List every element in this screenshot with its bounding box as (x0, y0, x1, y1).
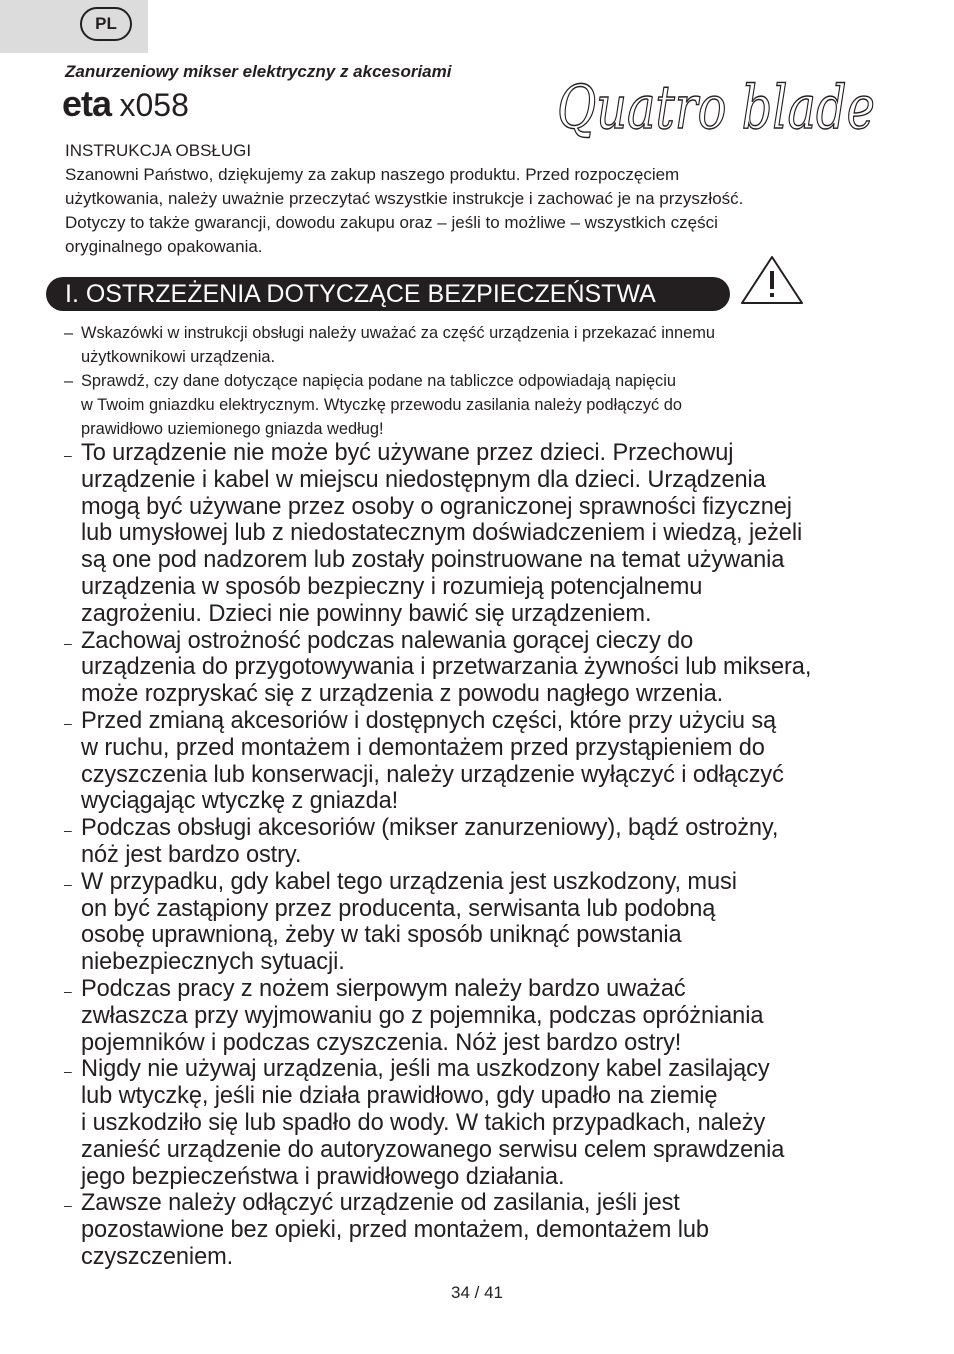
product-name-script-logo (557, 58, 897, 148)
list-item (64, 1056, 944, 1190)
model-heading (62, 83, 189, 124)
list-item-line: Sprawdź, czy dane dotyczące napięcia podane na tabliczce odpowiadają napięciu (81, 372, 677, 390)
list-dash: – (64, 372, 74, 390)
safety-notes-small (64, 321, 934, 441)
list-item-line: w ruchu, przed montażem i demontażem przed przystąpieniem do (81, 734, 765, 761)
list-item-line: Przed zmianą akcesoriów i dostępnych części, które przy użyciu są (81, 707, 777, 734)
list-item-line: mogą być używane przez osoby o ograniczonej sprawności fizycznej (81, 493, 792, 520)
list-item-line: zagrożeniu. Dzieci nie powinny bawić się urządzeniem. (81, 600, 652, 627)
list-item-line: niebezpiecznych sytuacji. (81, 949, 345, 976)
list-item-line: Zawsze należy odłączyć urządzenie od zasilania, jeśli jest (81, 1190, 680, 1217)
warning-triangle-icon (739, 254, 805, 306)
list-item (64, 628, 944, 708)
list-dash: – (64, 822, 72, 839)
list-item-line: czyszczeniem. (81, 1243, 234, 1270)
brand-logo: eta (62, 83, 112, 124)
list-dash: – (64, 447, 72, 463)
list-item (64, 321, 934, 369)
list-dash: – (64, 634, 72, 651)
list-item-line: są one pod nadzorem lub zostały poinstruowane na temat używania (81, 547, 785, 574)
list-item-line: urządzenia do przygotowywania i przetwarzania żywności lub miksera, (81, 654, 812, 681)
list-item-line: i uszkodziło się lub spadło do wody. W takich przypadkach, należy (81, 1109, 766, 1136)
list-item-line: pozostawione bez opieki, przed montażem, demontażem lub (81, 1217, 709, 1244)
page-number: 34 / 41 (451, 1283, 503, 1302)
section-header-bar (46, 277, 730, 311)
list-item-line: Wskazówki w instrukcji obsługi należy uważać za część urządzenia i przekazać innemu (81, 324, 716, 342)
list-dash: – (64, 982, 72, 999)
product-name-script: Quatro blade (557, 73, 875, 143)
language-tab (0, 0, 148, 53)
list-item (64, 815, 944, 869)
list-item-line: urządzenia w sposób bezpieczny i rozumieją potencjalnemu (81, 573, 703, 600)
list-item (64, 440, 944, 628)
list-item-line: Podczas obsługi akcesoriów (mikser zanurzeniowy), bądź ostrożny, (81, 815, 779, 842)
intro-line: Dotyczy to także gwarancji, dowodu zakupu oraz – jeśli to możliwe – wszystkich części (65, 213, 718, 232)
list-item-line: czyszczenia lub konserwacji, należy urządzenie wyłączyć i odłączyć (81, 761, 784, 788)
instructions-heading: INSTRUKCJA OBSŁUGI (65, 141, 252, 160)
list-item-line: Podczas pracy z nożem sierpowym należy bardzo uważać (81, 975, 686, 1002)
list-item (64, 708, 944, 815)
model-code: x058 (119, 87, 189, 123)
list-item-line: W przypadku, gdy kabel tego urządzenia jest uszkodzony, musi (81, 868, 737, 895)
list-item-line: w Twoim gniazdku elektrycznym. Wtyczkę przewodu zasilania należy podłączyć do (81, 396, 682, 414)
list-item (64, 976, 944, 1056)
list-dash: – (64, 1197, 72, 1214)
language-badge: PL (80, 7, 132, 41)
list-item-line: zanieść urządzenie do autoryzowanego serwisu celem sprawdzenia (81, 1136, 785, 1163)
list-item-line: prawidłowo uziemionego gniazda według! (81, 420, 384, 438)
list-item-line: użytkownikowi urządzenia. (81, 348, 276, 366)
list-item-line: lub umysłowej lub z niedostatecznym doświadczeniem i wiedzą, jeżeli (81, 520, 803, 547)
product-subtitle: Zanurzeniowy mikser elektryczny z akcesoriami (65, 62, 452, 81)
list-item (64, 369, 934, 441)
section-title: I. OSTRZEŻENIA DOTYCZĄCE BEZPIECZEŃSTWA (65, 280, 656, 308)
list-item-line: zwłaszcza przy wyjmowaniu go z pojemnika, podczas opróżniania (81, 1002, 764, 1029)
list-item (64, 1190, 944, 1270)
list-item-line: lub wtyczkę, jeśli nie działa prawidłowo, gdy upadło na ziemię (81, 1083, 718, 1110)
list-item-line: urządzenie i kabel w miejscu niedostępnym dla dzieci. Urządzenia (81, 466, 766, 493)
list-item-line: pojemników i podczas czyszczenia. Nóż jest bardzo ostry! (81, 1029, 682, 1056)
intro-line: oryginalnego opakowania. (65, 237, 263, 256)
list-item-line: To urządzenie nie może być używane przez dzieci. Przechowuj (81, 440, 734, 466)
list-item-line: nóż jest bardzo ostry. (81, 841, 302, 868)
list-dash: – (64, 714, 72, 731)
list-item (64, 869, 944, 976)
intro-block (65, 139, 925, 259)
list-item-line: osobę uprawnioną, żeby w taki sposób uniknąć powstania (81, 922, 682, 949)
list-item-line: może rozpryskać się z urządzenia z powodu nagłego wrzenia. (81, 681, 724, 708)
list-item-line: Zachowaj ostrożność podczas nalewania gorącej cieczy do (81, 627, 694, 654)
list-item-line: wyciągając wtyczkę z gniazda! (81, 788, 399, 815)
list-item-line: on być zastąpiony przez producenta, serwisanta lub podobną (81, 895, 716, 922)
list-dash: – (64, 1063, 72, 1080)
safety-warnings-large (64, 440, 944, 1271)
list-item-line: jego bezpieczeństwa i prawidłowego działania. (81, 1163, 565, 1190)
intro-line: Szanowni Państwo, dziękujemy za zakup naszego produktu. Przed rozpoczęciem (65, 165, 680, 184)
list-dash: – (64, 875, 72, 892)
list-dash: – (64, 324, 74, 342)
intro-line: użytkowania, należy uważnie przeczytać wszystkie instrukcje i zachować je na przyszłość. (65, 189, 744, 208)
list-item-line: Nigdy nie używaj urządzenia, jeśli ma uszkodzony kabel zasilający (81, 1056, 770, 1083)
